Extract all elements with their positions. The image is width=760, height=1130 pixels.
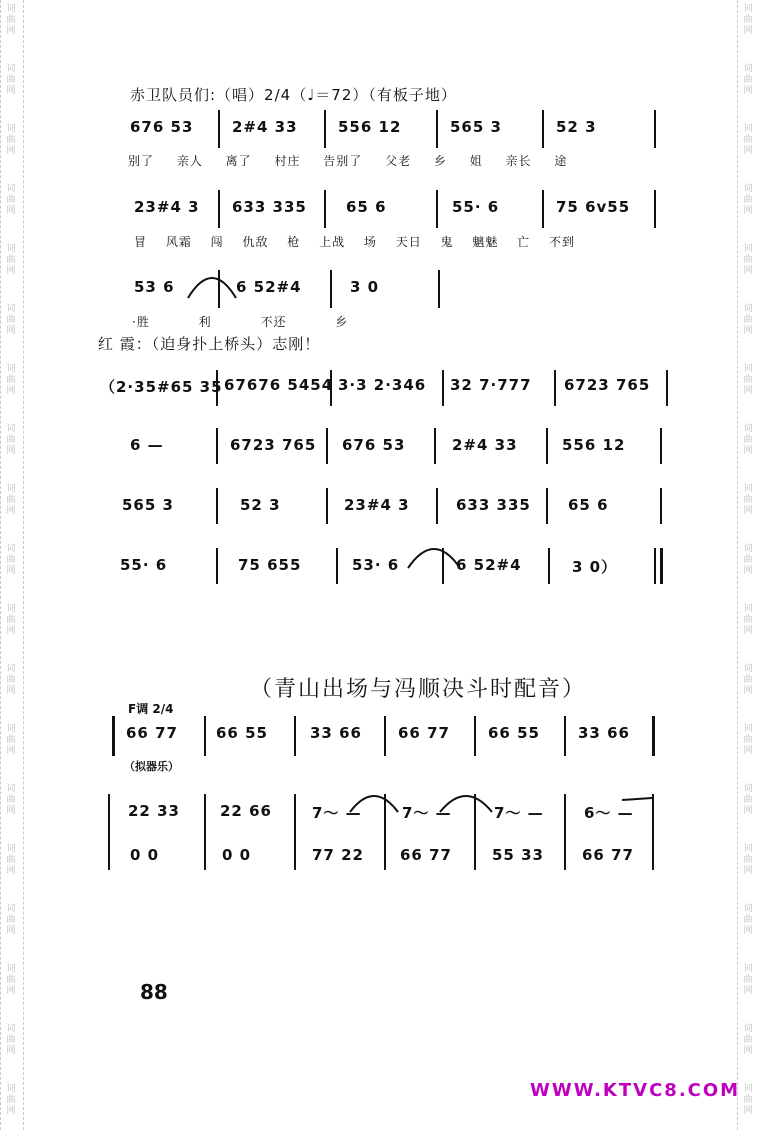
sec1-measure-4: 66 77: [398, 724, 450, 742]
barline: [384, 794, 386, 870]
watermark-char: 网: [6, 986, 16, 996]
sec2-top-measure-6: 6～ —: [584, 804, 634, 822]
watermark-group: [737, 664, 759, 697]
line3-measure-2: 6 52#4: [236, 278, 302, 296]
inst1-measure-1: （2·35#65 35: [100, 378, 223, 396]
watermark-char: 曲: [743, 315, 753, 325]
barline: [324, 190, 326, 228]
watermark-char: 词: [6, 544, 16, 554]
watermark-char: 曲: [743, 855, 753, 865]
watermark-group: [737, 1024, 759, 1057]
watermark-group: [0, 724, 22, 757]
watermark-char: 网: [6, 206, 16, 216]
watermark-char: 词: [743, 244, 753, 254]
barline: [438, 270, 440, 308]
final-barline: [660, 548, 663, 584]
barline: [554, 370, 556, 406]
barline: [474, 794, 476, 870]
inst1-measure-5: 6723 765: [564, 376, 651, 394]
sec1-measure-5: 66 55: [488, 724, 540, 742]
watermark-char: 网: [6, 626, 16, 636]
watermark-char: 曲: [6, 1095, 16, 1105]
watermark-char: 曲: [743, 1095, 753, 1105]
watermark-char: 词: [743, 364, 753, 374]
inst2-measure-3: 676 53: [342, 436, 406, 454]
watermark-char: 曲: [6, 315, 16, 325]
barline: [546, 428, 548, 464]
watermark-char: 词: [6, 184, 16, 194]
line3-measure-1: 53 6: [134, 278, 175, 296]
repeat-end-barline: [652, 716, 655, 756]
watermark-char: 词: [6, 964, 16, 974]
barline: [660, 488, 662, 524]
watermark-char: 词: [6, 124, 16, 134]
watermark-group: [737, 304, 759, 337]
sec2-bottom-measure-5: 55 33: [492, 846, 544, 864]
line2-measure-3: 65 6: [346, 198, 387, 216]
tie-arc: [622, 798, 652, 800]
sec2-bottom-measure-1: 0 0: [130, 846, 160, 864]
repeat-start-barline: [112, 716, 115, 756]
barline: [384, 716, 386, 756]
watermark-char: 曲: [743, 135, 753, 145]
barline: [660, 428, 662, 464]
watermark-group: [737, 1084, 759, 1117]
watermark-char: 词: [743, 124, 753, 134]
watermark-char: 词: [743, 484, 753, 494]
watermark-group: [0, 484, 22, 517]
watermark-char: 网: [6, 746, 16, 756]
barline: [324, 110, 326, 148]
watermark-char: 词: [743, 1024, 753, 1034]
watermark-char: 词: [6, 244, 16, 254]
barline: [666, 370, 668, 406]
barline: [204, 794, 206, 870]
watermark-char: 曲: [6, 375, 16, 385]
watermark-group: [0, 424, 22, 457]
watermark-group: [0, 544, 22, 577]
barline: [216, 370, 218, 406]
watermark-char: 词: [743, 664, 753, 674]
watermark-char: 曲: [6, 435, 16, 445]
section-key: F调 2/4: [128, 702, 174, 716]
watermark-group: [0, 964, 22, 997]
watermark-char: 网: [743, 86, 753, 96]
watermark-group: [0, 664, 22, 697]
watermark-char: 词: [743, 784, 753, 794]
watermark-group: [0, 184, 22, 217]
watermark-char: 网: [743, 746, 753, 756]
line1-measure-4: 565 3: [450, 118, 502, 136]
watermark-group: [737, 544, 759, 577]
barline: [330, 270, 332, 308]
barline: [546, 488, 548, 524]
watermark-char: 词: [743, 844, 753, 854]
sec2-bottom-measure-4: 66 77: [400, 846, 452, 864]
barline: [294, 794, 296, 870]
watermark-group: [737, 844, 759, 877]
tie-arc: [408, 549, 460, 568]
watermark-char: 网: [6, 686, 16, 696]
watermark-char: 词: [743, 424, 753, 434]
watermark-group: [737, 124, 759, 157]
watermark-char: 曲: [6, 735, 16, 745]
watermark-group: [737, 604, 759, 637]
watermark-char: 曲: [743, 435, 753, 445]
watermark-char: 曲: [743, 75, 753, 85]
sec2-bottom-measure-2: 0 0: [222, 846, 252, 864]
section-title: （青山出场与冯顺决斗时配音）: [250, 677, 587, 702]
barline: [436, 110, 438, 148]
sec1-measure-2: 66 55: [216, 724, 268, 742]
line1-lyrics: 别了 亲人 离了 村庄 告别了 父老 乡 姐 亲长 途: [128, 154, 568, 168]
watermark-char: 网: [743, 806, 753, 816]
watermark-group: [0, 904, 22, 937]
barline: [336, 548, 338, 584]
watermark-char: 词: [6, 724, 16, 734]
watermark-char: 词: [743, 1084, 753, 1094]
barline: [442, 548, 444, 584]
watermark-char: 词: [743, 544, 753, 554]
sec2-top-measure-4: 7～ —: [402, 804, 452, 822]
inst3-measure-1: 565 3: [122, 496, 174, 514]
watermark-char: 网: [6, 506, 16, 516]
inst2-measure-5: 556 12: [562, 436, 626, 454]
line2-lyrics: 冒 风霜 闯 仇敌 枪 上战 场 天日 鬼 魑魅 亡 不到: [134, 235, 575, 249]
barline: [218, 190, 220, 228]
watermark-char: 曲: [743, 195, 753, 205]
watermark-char: 网: [743, 686, 753, 696]
line3-measure-3: 3 0: [350, 278, 380, 296]
barline: [474, 716, 476, 756]
watermark-char: 曲: [743, 795, 753, 805]
tie-arc: [188, 278, 236, 298]
inst4-measure-3: 53· 6: [352, 556, 400, 574]
watermark-char: 网: [743, 206, 753, 216]
watermark-char: 曲: [6, 555, 16, 565]
watermark-char: 词: [6, 424, 16, 434]
line2-measure-2: 633 335: [232, 198, 307, 216]
watermark-char: 网: [6, 326, 16, 336]
watermark-char: 曲: [6, 255, 16, 265]
inst3-measure-4: 633 335: [456, 496, 531, 514]
watermark-char: 曲: [743, 615, 753, 625]
watermark-group: [0, 304, 22, 337]
barline: [218, 110, 220, 148]
barline: [654, 190, 656, 228]
watermark-char: 词: [743, 724, 753, 734]
inst4-measure-5: 3 0）: [572, 558, 618, 576]
watermark-group: [737, 364, 759, 397]
watermark-char: 曲: [743, 1035, 753, 1045]
watermark-group: [737, 184, 759, 217]
barline: [326, 428, 328, 464]
speaker-line: 红 霞：（迫身扑上桥头）志刚！: [98, 335, 321, 353]
barline: [434, 428, 436, 464]
barline: [564, 716, 566, 756]
inst3-measure-3: 23#4 3: [344, 496, 410, 514]
watermark-char: 词: [6, 64, 16, 74]
sec1-measure-6: 33 66: [578, 724, 630, 742]
line1-measure-2: 2#4 33: [232, 118, 298, 136]
barline: [548, 548, 550, 584]
sec1-measure-3: 33 66: [310, 724, 362, 742]
barline: [216, 488, 218, 524]
watermark-group: [737, 964, 759, 997]
barline: [216, 428, 218, 464]
watermark-group: [0, 64, 22, 97]
watermark-char: 网: [743, 26, 753, 36]
watermark-group: [737, 484, 759, 517]
watermark-char: 网: [743, 926, 753, 936]
watermark-char: 网: [743, 1046, 753, 1056]
watermark-char: 曲: [6, 495, 16, 505]
watermark-group: [737, 4, 759, 37]
watermark-char: 词: [743, 604, 753, 614]
line1-measure-3: 556 12: [338, 118, 402, 136]
watermark-char: 网: [6, 446, 16, 456]
sec2-bottom-measure-6: 66 77: [582, 846, 634, 864]
barline: [204, 716, 206, 756]
inst2-measure-2: 6723 765: [230, 436, 317, 454]
watermark-char: 曲: [743, 975, 753, 985]
watermark-char: 曲: [6, 195, 16, 205]
watermark-group: [0, 1084, 22, 1117]
watermark-group: [0, 364, 22, 397]
watermark-char: 网: [6, 26, 16, 36]
barline: [654, 548, 656, 584]
watermark-char: 网: [6, 266, 16, 276]
watermark-char: 词: [6, 784, 16, 794]
watermark-char: 网: [6, 806, 16, 816]
watermark-group: [737, 904, 759, 937]
sec2-top-measure-5: 7～ —: [494, 804, 544, 822]
sec1-measure-1: 66 77: [126, 724, 178, 742]
watermark-char: 词: [6, 484, 16, 494]
barline: [294, 716, 296, 756]
watermark-char: 词: [6, 664, 16, 674]
watermark-char: 网: [743, 146, 753, 156]
watermark-char: 网: [743, 266, 753, 276]
barline: [564, 794, 566, 870]
watermark-char: 网: [743, 326, 753, 336]
barline: [326, 488, 328, 524]
line2-measure-5: 75 6v55: [556, 198, 631, 216]
inst2-measure-1: 6 —: [130, 436, 164, 454]
watermark-char: 词: [6, 364, 16, 374]
watermark-char: 词: [6, 1084, 16, 1094]
line3-lyrics: ·胜 利 不还 乡: [132, 315, 349, 329]
watermark-group: [0, 844, 22, 877]
watermark-char: 网: [6, 926, 16, 936]
barline: [218, 270, 220, 308]
line1-measure-1: 676 53: [130, 118, 194, 136]
watermark-char: 网: [743, 506, 753, 516]
inst3-measure-2: 52 3: [240, 496, 281, 514]
watermark-char: 词: [6, 4, 16, 14]
barline: [652, 794, 654, 870]
watermark-group: [0, 124, 22, 157]
barline: [436, 190, 438, 228]
site-watermark: WWW.KTVC8.COM: [530, 1080, 741, 1101]
barline: [654, 110, 656, 148]
watermark-char: 曲: [6, 975, 16, 985]
watermark-char: 词: [6, 304, 16, 314]
watermark-char: 网: [6, 866, 16, 876]
watermark-char: 网: [6, 386, 16, 396]
watermark-char: 曲: [6, 135, 16, 145]
watermark-group: [0, 4, 22, 37]
watermark-group: [737, 244, 759, 277]
watermark-char: 网: [743, 446, 753, 456]
watermark-char: 词: [6, 604, 16, 614]
watermark-char: 曲: [743, 735, 753, 745]
watermark-char: 网: [743, 386, 753, 396]
watermark-char: 网: [6, 566, 16, 576]
watermark-char: 曲: [6, 675, 16, 685]
watermark-char: 词: [743, 184, 753, 194]
watermark-char: 词: [6, 1024, 16, 1034]
inst1-measure-3: 3·3 2·346: [338, 376, 427, 394]
inst1-measure-2: 67676 5454: [224, 376, 334, 394]
watermark-char: 曲: [743, 675, 753, 685]
barline: [216, 548, 218, 584]
watermark-group: [0, 1024, 22, 1057]
watermark-char: 曲: [6, 15, 16, 25]
watermark-char: 词: [743, 4, 753, 14]
watermark-char: 曲: [6, 915, 16, 925]
intro-line: 赤卫队员们:（唱）2/4（♩＝72）（有板子地）: [130, 86, 457, 104]
watermark-char: 网: [6, 1106, 16, 1116]
watermark-char: 网: [743, 626, 753, 636]
barline: [542, 190, 544, 228]
watermark-char: 词: [743, 904, 753, 914]
page-number: 88: [140, 980, 168, 1004]
watermark-char: 曲: [743, 375, 753, 385]
barline: [442, 370, 444, 406]
watermark-char: 词: [743, 64, 753, 74]
watermark-char: 网: [6, 146, 16, 156]
sec2-top-measure-1: 22 33: [128, 802, 180, 820]
watermark-char: 网: [743, 866, 753, 876]
watermark-group: [0, 784, 22, 817]
watermark-group: [737, 64, 759, 97]
inst4-measure-2: 75 655: [238, 556, 302, 574]
watermark-char: 曲: [743, 555, 753, 565]
watermark-char: 网: [743, 1106, 753, 1116]
barline: [330, 370, 332, 406]
inst1-measure-4: 32 7·777: [450, 376, 532, 394]
inst2-measure-4: 2#4 33: [452, 436, 518, 454]
watermark-char: 词: [6, 904, 16, 914]
watermark-group: [0, 604, 22, 637]
barline: [542, 110, 544, 148]
watermark-group: [737, 424, 759, 457]
watermark-group: [0, 244, 22, 277]
watermark-group: [737, 784, 759, 817]
watermark-char: 词: [743, 304, 753, 314]
watermark-char: 曲: [743, 495, 753, 505]
watermark-char: 曲: [6, 855, 16, 865]
watermark-char: 曲: [6, 795, 16, 805]
watermark-char: 网: [6, 1046, 16, 1056]
line1-measure-5: 52 3: [556, 118, 597, 136]
watermark-char: 曲: [6, 75, 16, 85]
watermark-char: 网: [743, 566, 753, 576]
watermark-char: 词: [743, 964, 753, 974]
watermark-char: 曲: [743, 15, 753, 25]
barline: [436, 488, 438, 524]
sec2-top-measure-2: 22 66: [220, 802, 272, 820]
section-note: （拟器乐）: [124, 760, 179, 773]
inst3-measure-5: 65 6: [568, 496, 609, 514]
sec2-top-measure-3: 7～ —: [312, 804, 362, 822]
line2-measure-4: 55· 6: [452, 198, 500, 216]
system-bracket: [108, 794, 110, 870]
watermark-char: 曲: [743, 915, 753, 925]
line2-measure-1: 23#4 3: [134, 198, 200, 216]
watermark-char: 词: [6, 844, 16, 854]
sec2-bottom-measure-3: 77 22: [312, 846, 364, 864]
watermark-char: 网: [6, 86, 16, 96]
inst4-measure-4: 6 52#4: [456, 556, 522, 574]
watermark-group: [737, 724, 759, 757]
inst4-measure-1: 55· 6: [120, 556, 168, 574]
watermark-char: 曲: [743, 255, 753, 265]
watermark-char: 网: [743, 986, 753, 996]
watermark-char: 曲: [6, 615, 16, 625]
watermark-char: 曲: [6, 1035, 16, 1045]
